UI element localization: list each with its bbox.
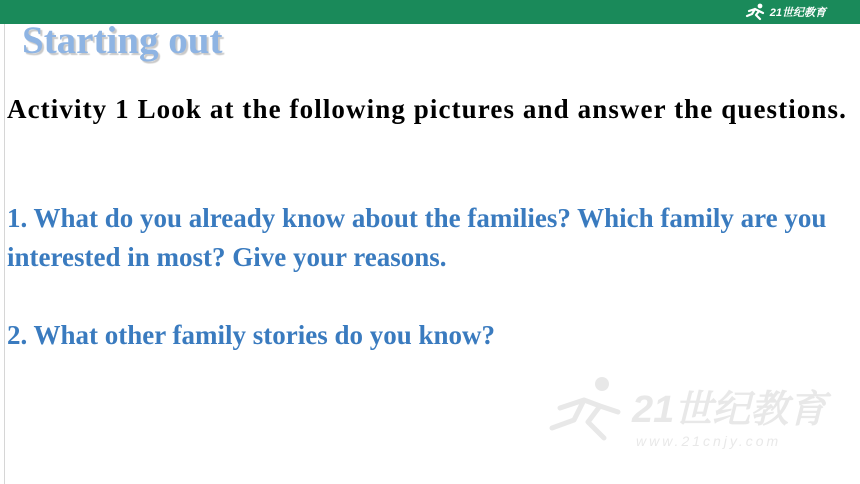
brand-logo <box>745 2 826 22</box>
question-2: 2. What other family stories do you know? <box>7 320 496 350</box>
activity-instruction: Activity 1 Look at the following pictures and answer the questions. <box>7 94 847 124</box>
question-1: 1. What do you already know about the families? Which family are you interested in most? Give your reasons. <box>7 203 827 272</box>
svg-text:21世纪教育: 21世纪教育 <box>632 389 827 431</box>
brand-text: 21世纪教育 <box>769 7 826 19</box>
watermark-logo <box>540 372 840 452</box>
runner-logo-icon <box>745 3 767 21</box>
left-divider <box>4 24 5 484</box>
svg-text:www.21cnjy.com: www.21cnjy.com <box>636 433 782 449</box>
slide-title: Starting out <box>22 19 223 62</box>
